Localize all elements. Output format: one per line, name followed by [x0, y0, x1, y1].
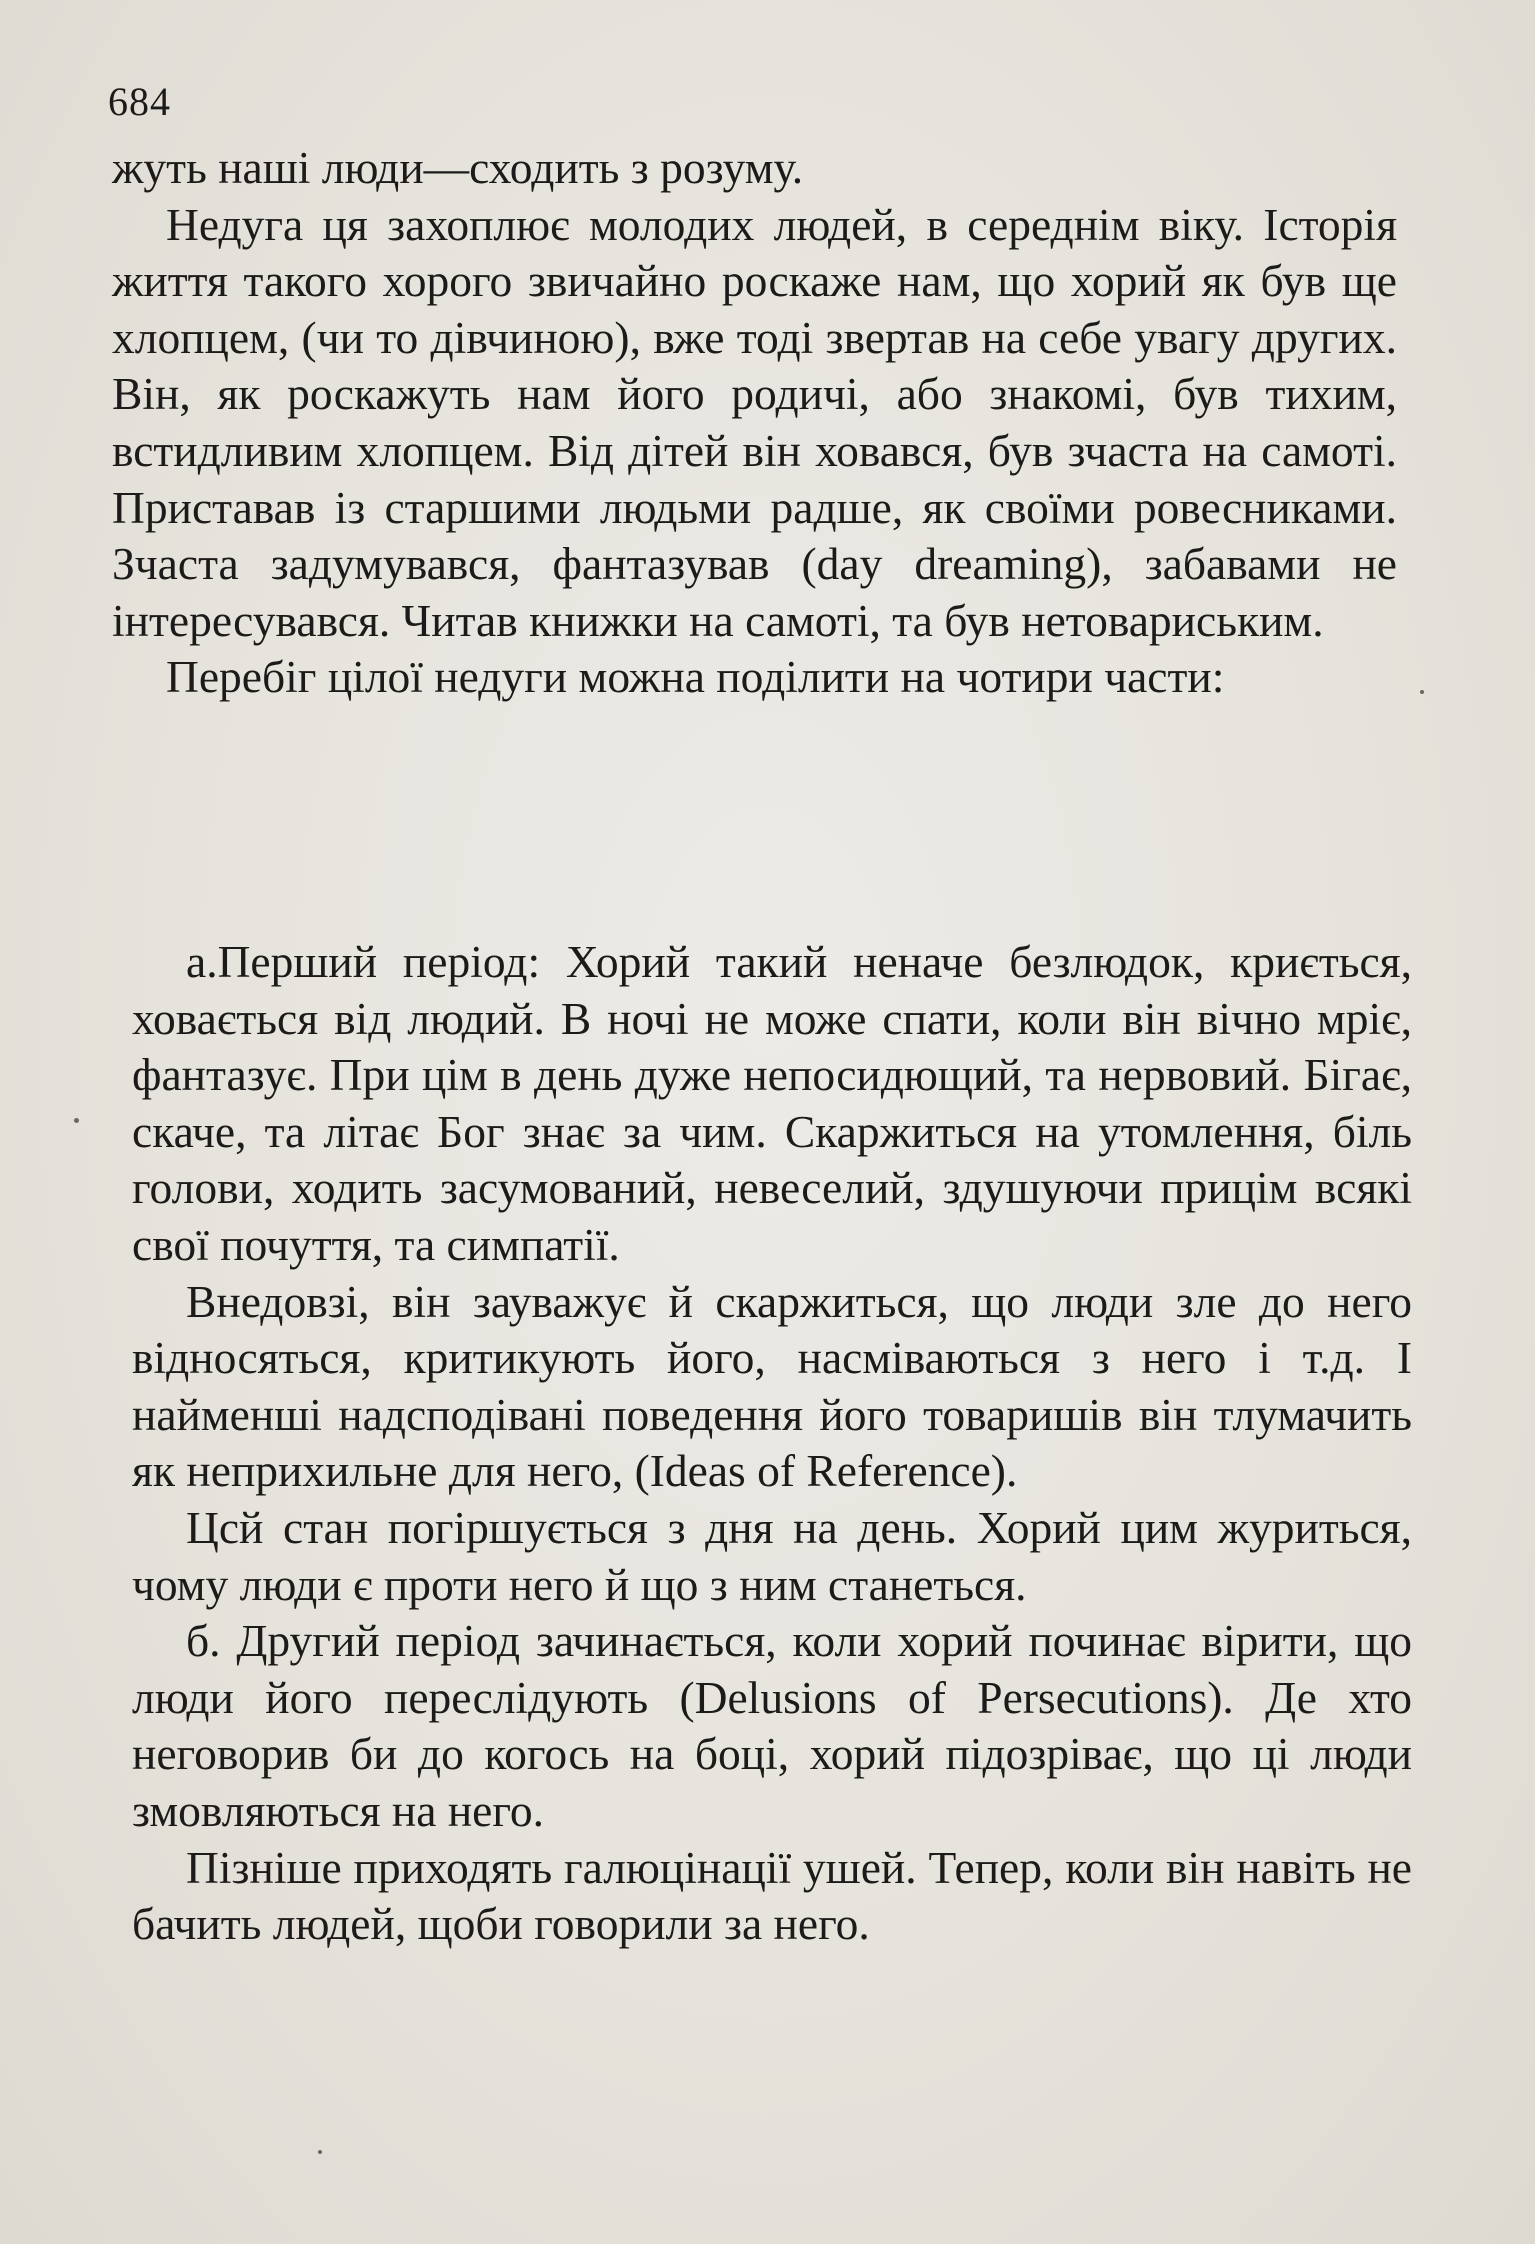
text-block-top	[112, 140, 1397, 706]
paper-speck	[1420, 690, 1424, 694]
paragraph-hallucinations: Пізніше приходять галюцінації ушей. Тепер, коли він навіть не бачить людей, щоби говорили за него.	[132, 1841, 1412, 1950]
paper-speck	[74, 1118, 79, 1123]
paragraph-second-period: б. Другий період зачинається, коли хорий починає вірити, що люди його переслідують (Delusions of Persecutions). Де хто неговорив би до когось на боці, хорий підозріває, що ці люди змовляються на него.	[132, 1615, 1412, 1836]
text-block-bottom	[132, 934, 1412, 1953]
paragraph-course-intro: Перебіг цілої недуги можна поділити на чотири части:	[166, 651, 1225, 703]
paragraph-illness-history: Недуга ця захоплює молодих людей, в середнім віку. Історія життя такого хорого звичайно роскаже нам, що хорий як був ще хлопцем, (чи то дівчиною), вже тоді звертав на себе увагу других. Він, як роскажуть нам його родичі, або знакомі, був тихим, встидливим хлопцем. Від дітей він ховався, був зчаста на самоті. Приставав із старшими людьми радше, як своїми ровесниками. Зчаста задумувався, фантазував (day dreaming), забавами не інтересувався. Читав книжки на самоті, та був нетовариським.	[112, 198, 1397, 646]
paragraph-ideas-of-reference: Внедовзі, він зауважує й скаржиться, що люди зле до него відносяться, критикують його, насміваються з него і т.д. І найменші надсподівані поведення його товаришів він тлумачить як неприхильне для него, (Ideas of Reference).	[132, 1275, 1412, 1497]
paragraph-worsening: Цсй стан погіршується з дня на день. Хорий цим журиться, чому люди є проти него й що з ним станеться.	[132, 1501, 1412, 1610]
paper-speck	[318, 2150, 322, 2154]
page-number: 684	[108, 79, 171, 124]
paragraph-continuation: жуть наші люди—сходить з розуму.	[112, 142, 804, 193]
paragraph-first-period: а.Перший період: Хорий такий неначе безлюдок, криється, ховається від людий. В ночі не може спати, коли він вічно мріє, фантазує. При цім в день дуже непосидющий, та нервовий. Бігає, скаче, та літає Бог знає за чим. Скаржиться на утомлення, біль голови, ходить засумований, невеселий, здушуючи прицім всякі свої почуття, та симпатії.	[132, 936, 1412, 1270]
